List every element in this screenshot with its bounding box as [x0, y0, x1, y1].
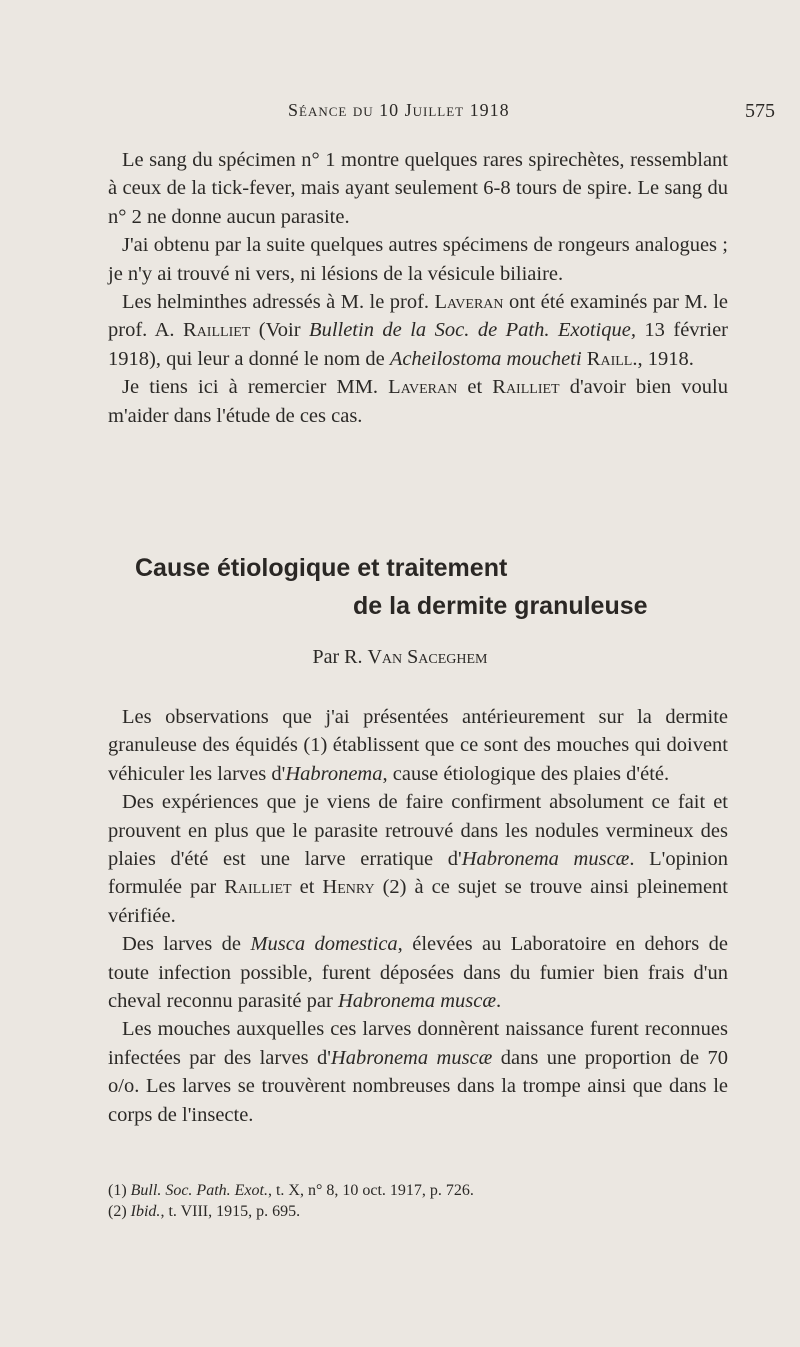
footnotes [108, 1180, 728, 1222]
paragraph: Des expériences que je viens de faire confirment absolument ce fait et prouvent en plus que le parasite retrouvé dans les nodules vermineux des plaies d'été est une larve erratique d'Habronema muscæ. L'opinion formulée par Railliet et Henry (2) à ce sujet se trouve ainsi pleinement vérifiée. [108, 791, 728, 927]
species-name: Musca domestica [250, 933, 398, 956]
paragraph: Les observations que j'ai présentées antérieurement sur la dermite granuleuse des équidés (1) établissent que ce sont des mouches qui doivent véhiculer les larves d'Habronema, cause étiologique des plaies d'été. [108, 706, 728, 785]
page-header [0, 92, 800, 132]
journal-title: Bulletin de la Soc. de Path. Exotique, [309, 319, 636, 342]
author-name: Railliet [492, 376, 560, 399]
author-name: Railliet [183, 319, 251, 342]
article-title-line-1: Cause étiologique et traitement [135, 554, 508, 582]
author-name: Van Saceghem [367, 646, 488, 668]
previous-article-conclusion [108, 146, 728, 430]
page-number: 575 [745, 100, 775, 122]
species-name: Acheilostoma moucheti [389, 347, 582, 370]
species-name: Habronema muscæ [330, 1046, 493, 1069]
footnote: (2) Ibid., t. VIII, 1915, p. 695. [108, 1203, 301, 1220]
article-title-line-2: de la dermite granuleuse [353, 592, 648, 620]
paragraph: J'ai obtenu par la suite quelques autres spécimens de rongeurs analogues ; je n'y ai trouvé ni vers, ni lésions de la vésicule biliaire. [108, 234, 728, 285]
author-abbrev: Raill. [586, 347, 638, 370]
species-name: Habronema [285, 762, 383, 785]
paragraph: Le sang du spécimen n° 1 montre quelques rares spirechètes, ressemblant à ceux de la tick-fever, mais ayant seulement 6-8 tours de spire. Le sang du n° 2 ne donne aucun parasite. [108, 149, 728, 228]
paragraph: Des larves de Musca domestica, élevées au Laboratoire en dehors de toute infection possible, furent déposées dans du fumier bien frais d'un cheval reconnu parasité par Habronema muscæ. [108, 933, 728, 1013]
footnote: (1) Bull. Soc. Path. Exot., t. X, n° 8, 10 oct. 1917, p. 726. [108, 1182, 474, 1199]
species-name: Habronema muscæ [337, 990, 497, 1013]
paragraph: Les helminthes adressés à M. le prof. Laveran ont été examinés par M. le prof. A. Railliet (Voir Bulletin de la Soc. de Path. Exotique, 13 février 1918), qui leur a donné le nom de Acheilostoma moucheti Raill., 1918. [108, 291, 729, 370]
author-name: Railliet [224, 876, 292, 899]
author-name: Laveran [388, 376, 458, 399]
paragraph: Je tiens ici à remercier MM. Laveran et Railliet d'avoir bien voulu m'aider dans l'étude de ces cas. [108, 376, 728, 427]
running-head: Séance du 10 Juillet 1918 [288, 100, 510, 120]
article-body [108, 703, 728, 1129]
author-name: Henry [322, 876, 375, 899]
byline: Par R. Van Saceghem [312, 646, 488, 668]
species-name: Habronema muscæ [461, 848, 630, 871]
author-name: Laveran [434, 291, 504, 314]
paragraph: Les mouches auxquelles ces larves donnèrent naissance furent reconnues infectées par des larves d'Habronema muscæ dans une proportion de 70 o/o. Les larves se trouvèrent nombreuses dans la trompe ainsi que dans le corps de l'insecte. [108, 1018, 728, 1126]
